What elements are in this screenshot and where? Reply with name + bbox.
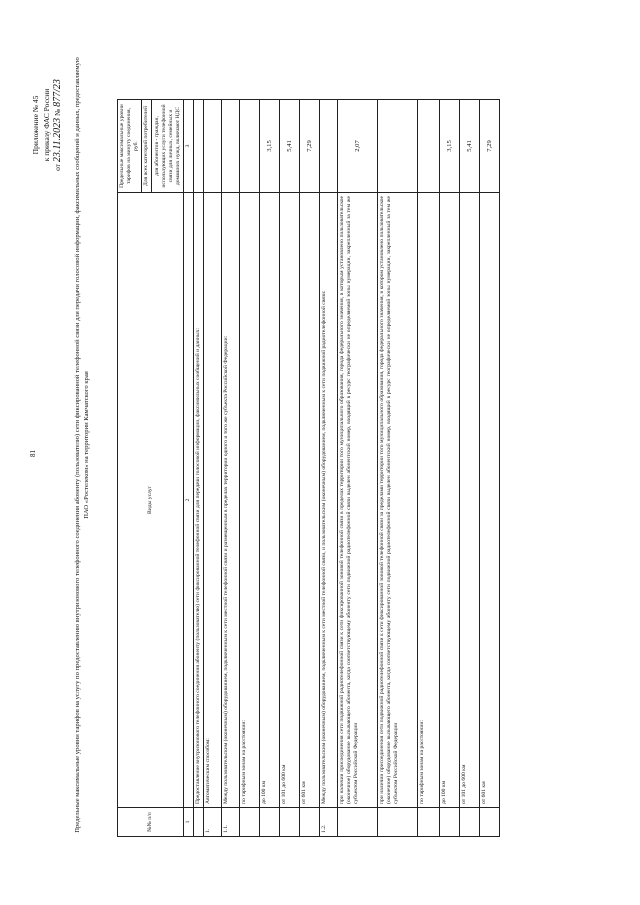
table-row: [240, 100, 260, 837]
row-number: [440, 808, 460, 837]
row-number: 1.: [204, 808, 222, 837]
row-tariff-value: [320, 100, 338, 193]
table-row: [338, 100, 378, 837]
row-number: [480, 808, 500, 837]
table-row: [222, 100, 240, 837]
row-number: [260, 808, 280, 837]
table-row: [260, 100, 280, 837]
row-number: [300, 808, 320, 837]
row-tariff-value: 3,15: [440, 100, 460, 193]
row-service-text: по тарифным зонам на расстоянии:: [418, 193, 440, 808]
row-number: [280, 808, 300, 837]
row-tariff-value: 2,07: [338, 100, 378, 193]
row-number: [338, 808, 378, 837]
table-row: [280, 100, 300, 837]
appendix-header: [30, 50, 63, 200]
handwritten-date: 23.11.2023: [52, 117, 63, 163]
row-tariff-value: 5,41: [460, 100, 480, 193]
row-service-text: от 101 до 600 км: [280, 193, 300, 808]
row-service-text: Между пользовательским (оконечным) оборудованием, подключенным к сети местной телефонной связи, и пользовательским (оконечным) оборудованием, подключенным к сети подвижной радиотелефонной связи:: [320, 193, 338, 808]
header-all-categories: Для всех категорий потребителей: [142, 100, 152, 193]
row-service-text: при наличии присоединения сети подвижной радиотелефонной связи к сети фиксированной зоновой телефонной связи за пределами территории того муниципального образования, города федерального значения, в котором установлено пользовательское (оконечное) оборудование вызывающего абонента, когда соответствующему абоненту сети подвижной радиотелефонной связи выделен абонентский номер, входящий в ресурс географически не определяемой зоны нумерации, закрепленный за тем же субъектом Российской Федерации: [378, 193, 418, 808]
row-tariff-value: 7,29: [300, 100, 320, 193]
row-service-text: Между пользовательским (оконечным) оборудованием, подключенным к сети местной телефонной связи и размещенным в пределах территории одного и того же субъекта Российской Федерации:: [222, 193, 240, 808]
appendix-line-2: к приказу ФАС России: [42, 88, 51, 162]
row-tariff-value: [222, 100, 240, 193]
date-prefix: от: [53, 163, 62, 171]
row-service-text: от 601 км: [300, 193, 320, 808]
header-index-2: 2: [184, 193, 194, 808]
page-number: 81: [29, 450, 37, 457]
row-tariff-value: [194, 100, 204, 193]
row-service-text: при наличии присоединения сети подвижной радиотелефонной связи к сети фиксированной зоновой телефонной связи в пределах территории того муниципального образования, города федерального значения, в которым установлено пользовательское (оконечное) оборудование вызывающего абонента, когда соответствующему абоненту сети подвижной радиотелефонной связи выделен абонентский номер, входящий в ресурс географически не определяемой зоны нумерации, закрепленный за тем же субъектом Российской Федерации: [338, 193, 378, 808]
row-number: [418, 808, 440, 837]
row-service-text: до 100 км: [440, 193, 460, 808]
header-index-3: 3: [184, 100, 194, 193]
row-tariff-value: 5,41: [280, 100, 300, 193]
row-service-text: от 101 до 600 км: [460, 193, 480, 808]
header-col-tariff-title: Предельные максимальные уровни тарифов на минуту соединения, руб.: [118, 100, 142, 193]
row-number: [240, 808, 260, 837]
tariff-table: [117, 99, 500, 837]
row-number: [194, 808, 204, 837]
header-population: для абонентов - граждан, использующих услуги телефонной связи для личных, семейных и домашних нужд, включают НДС: [152, 100, 184, 193]
document-title: Предельные максимальные уровни тарифов на услугу по предоставлению внутризонового телефонного соединения абоненту (пользователю) сети фиксированной телефонной связи для передачи голосовой информации, факсимильных сообщений и данных, предоставляемую ПАО «Ростелеком» на территории Камчатского края: [74, 57, 90, 833]
header-col-number: №№ п/п: [118, 808, 184, 837]
row-service-text: по тарифным зонам на расстоянии:: [240, 193, 260, 808]
appendix-date-line: [52, 50, 63, 200]
table-row: [378, 100, 418, 837]
appendix-line-1: Приложение № 45: [31, 95, 40, 155]
table-row: [440, 100, 460, 837]
row-tariff-value: 7,29: [480, 100, 500, 193]
table-row: [460, 100, 480, 837]
table-row: [480, 100, 500, 837]
row-service-text: Автоматическим способом:: [204, 193, 222, 808]
table-row: [320, 100, 338, 837]
row-number: [460, 808, 480, 837]
row-service-text: до 100 км: [260, 193, 280, 808]
row-number: [378, 808, 418, 837]
row-service-text: Предоставление внутризонового телефонного соединения абоненту (пользователю) сети фиксированной телефонной связи для передачи голосовой информации, факсимильных сообщений и данных:: [194, 193, 204, 808]
row-tariff-value: [378, 100, 418, 193]
row-tariff-value: [418, 100, 440, 193]
row-tariff-value: [204, 100, 222, 193]
number-prefix: №: [53, 108, 62, 116]
table-row: [194, 100, 204, 837]
table-row: [204, 100, 222, 837]
table-row: [418, 100, 440, 837]
table-row: [300, 100, 320, 837]
handwritten-number: 877/23: [52, 79, 63, 107]
row-tariff-value: 3,15: [260, 100, 280, 193]
row-tariff-value: [240, 100, 260, 193]
header-index-1: 1: [184, 808, 194, 837]
row-number: 1.1.: [222, 808, 240, 837]
row-number: 1.2.: [320, 808, 338, 837]
row-service-text: от 601 км: [480, 193, 500, 808]
header-col-service: Виды услуг: [118, 193, 184, 808]
